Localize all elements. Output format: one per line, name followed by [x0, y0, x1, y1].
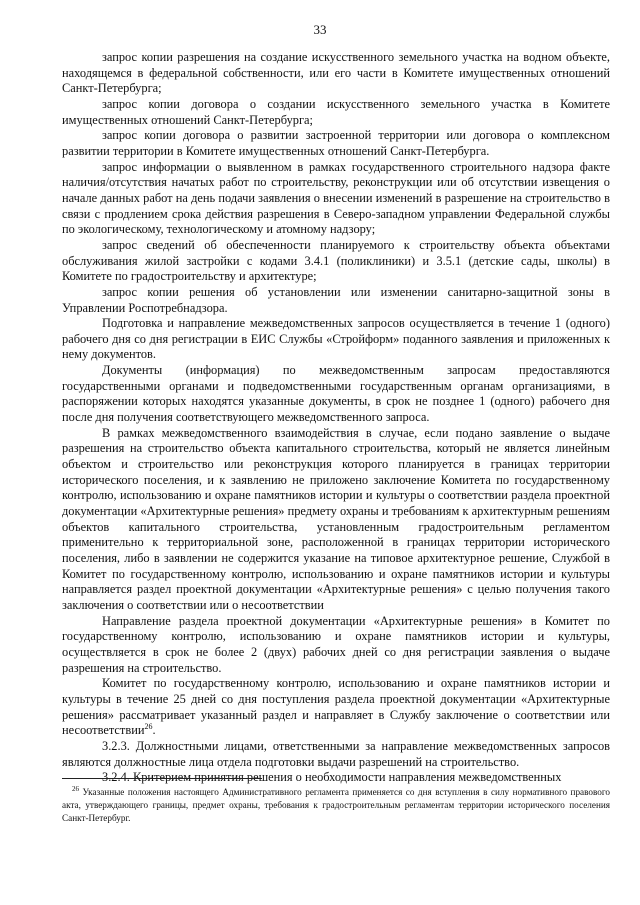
page-body [62, 50, 610, 786]
paragraph-documents-provision: Документы (информация) по межведомственным запросам предоставляются государственными органами и подведомственными государственным органам организациями, в распоряжении которых находятся указанные документы, в срок не позднее 1 (одного) рабочего дня после дня получения соответствующего межведомственного запроса. [62, 363, 610, 425]
paragraph-service-objects: запрос сведений об обеспеченности планируемого к строительству объекта объектами обслуживания жилой застройки с кодами 3.4.1 (поликлиники) и 3.5.1 (детские сады, школы) в Комитете по градостроительству и архитектуре; [62, 237, 610, 284]
footnote-text: Указанные положения настоящего Административного регламента применяется со дня вступления в силу нормативного правового акта, утверждающего границы, предмет охраны, требования к градостроительным регламентам территории исторического поселения Санкт-Петербург. [62, 787, 611, 823]
paragraph-3-2-3: 3.2.3. Должностными лицами, ответственными за направление межведомственных запросов являются должностные лица отдела подготовки выдачи разрешений на строительство. [62, 738, 610, 769]
paragraph-architecture-section: Направление раздела проектной документации «Архитектурные решения» в Комитет по государственному контролю, использованию и охране памятников истории и культуры, осуществляется в срок не более 2 (двух) рабочих дней со дня регистрации заявления о выдаче разрешения на строительство. [62, 613, 610, 675]
footnote-reference-tail: . [152, 723, 156, 738]
paragraph-land-plot-permit: запрос копии разрешения на создание искусственного земельного участка на водном объекте, находящемся в федеральной собственности, или его части в Комитете имущественных отношений Санкт-Петербурга; [62, 50, 610, 96]
paragraph-3-2-4: 3.2.4. Критерием принятия решения о необходимости направления межведомственных [102, 770, 562, 785]
footnote [62, 786, 610, 825]
paragraph-request-preparation: Подготовка и направление межведомственных запросов осуществляется в течение 1 (одного) рабочего дня со дня регистрации в ЕИС Службы «Стройформ» поданного заявления и приложенных к нему документов. [62, 316, 610, 362]
paragraph-construction-supervision: запрос информации о выявленном в рамках государственного строительного надзора факте наличия/отсутствия начатых работ по строительству, реконструкции или об отсутствии извещения о начале данных работ на день подачи заявления о внесении изменений в разрешение на строительство в связи с продлением срока действия разрешения в Северо-западном управлении Федеральной службы по экологическому, технологическому и атомному надзору; [62, 159, 610, 237]
footnote-divider [62, 778, 262, 779]
paragraph-committee-review [62, 676, 610, 739]
footnote-reference: 26 [144, 722, 153, 732]
paragraph-historical-settlement: В рамках межведомственного взаимодействия в случае, если подано заявление о выдаче разрешения на строительство объекта капитального строительства, который не является линейным объектом и строительство или реконструкция которого планируется в границах территории исторического поселения, и к заявлению не приложено заключение Комитета по государственному контролю, использованию и охране памятников истории и культуры о соответствии раздела проектной документации «Архитектурные решения» предмету охраны и требованиям к архитектурным решениям объектов капитального строительства, установленным градостроительным регламентом применительно к территориальной зоне, расположенной в границах территории исторического поселения, либо в заявлении не содержится указание на типовое архитектурное решение, Службой в Комитет по государственному контролю, использованию и охране памятников истории и культуры направляется раздел проектной документации «Архитектурные решения» с целью получения такого заключения о соответствии или о несоответствии [62, 425, 610, 612]
footnote-number: 26 [72, 784, 79, 793]
committee-review-text: Комитет по государственному контролю, использованию и охране памятников истории и культуры в течение 25 дней со дня поступления раздела проектной документации «Архитектурные решения» рассматривает указанный раздел и направляет в Службу заключение о соответствии или несоответствии [62, 676, 610, 738]
paragraph-sanitary-zone: запрос копии решения об установлении или изменении санитарно-защитной зоны в Управлении Роспотребнадзора. [62, 284, 610, 315]
paragraph-land-plot-contract: запрос копии договора о создании искусственного земельного участка в Комитете имущественных отношений Санкт-Петербурга; [62, 96, 610, 127]
page-number: 33 [313, 22, 327, 37]
paragraph-territory-development: запрос копии договора о развитии застроенной территории или договора о комплексном развитии территории в Комитете имущественных отношений Санкт-Петербурга. [62, 128, 610, 158]
